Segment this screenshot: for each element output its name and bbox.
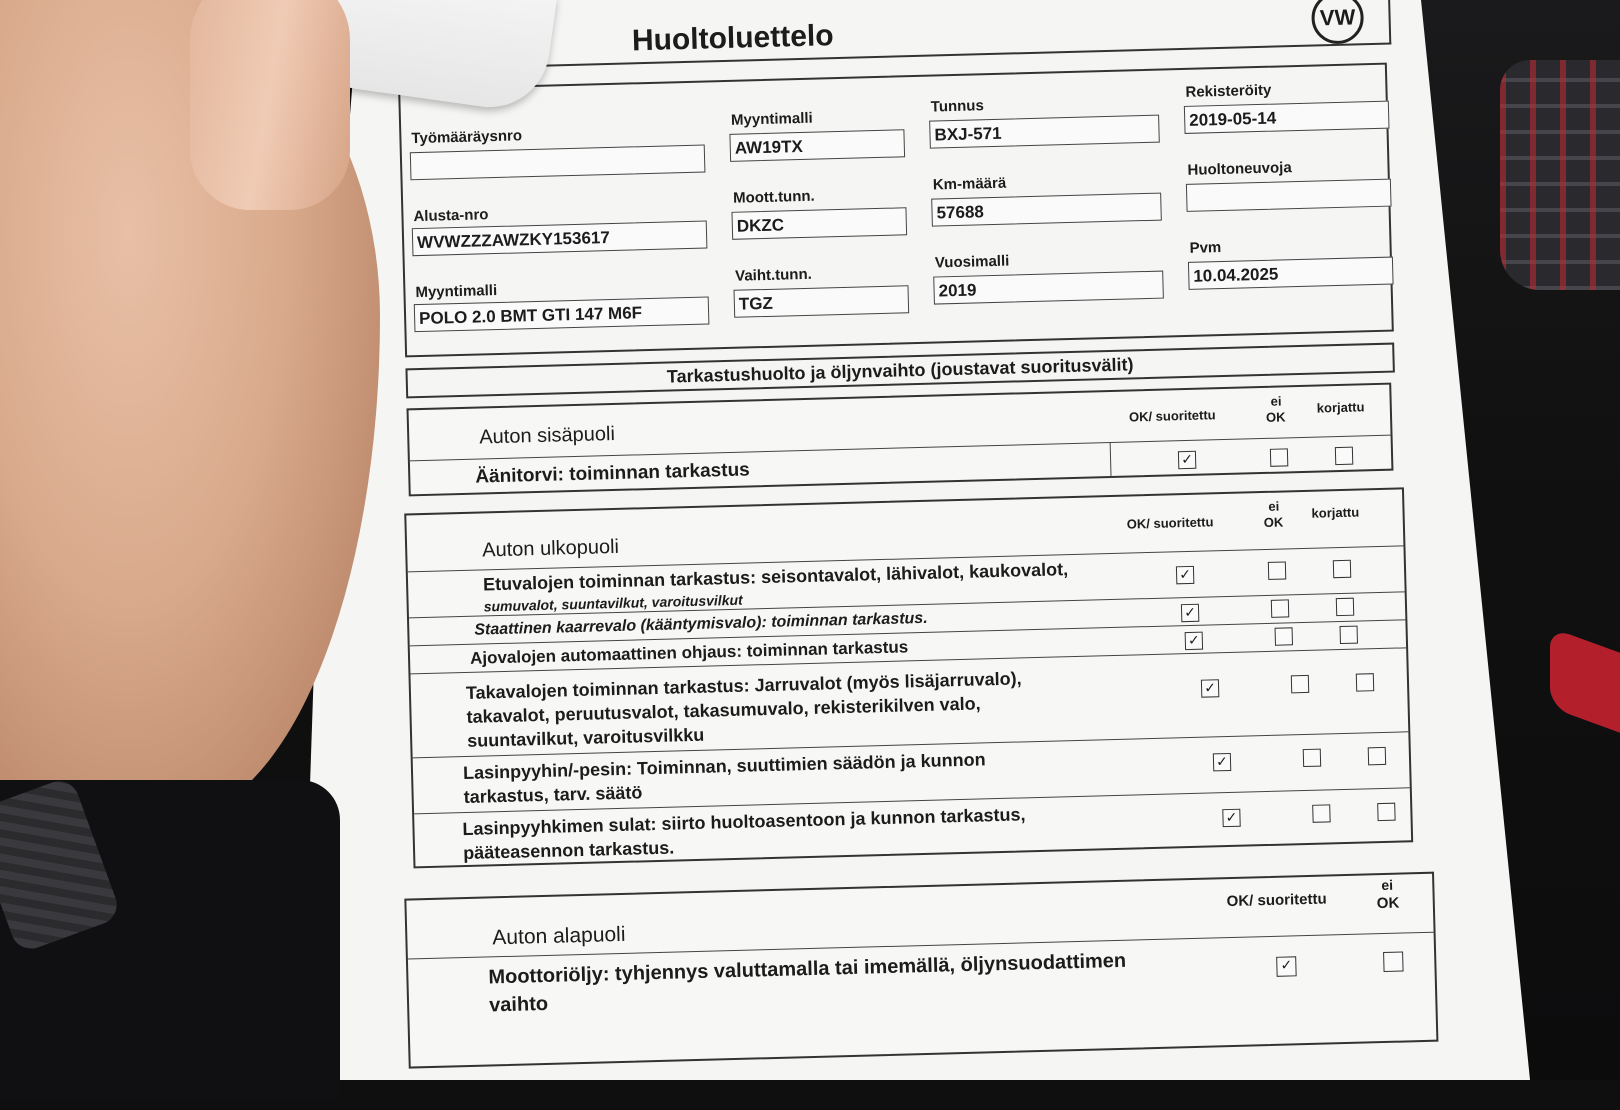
col-header-ei-ok: OK — [1263, 514, 1284, 531]
checkbox-ok[interactable]: ✓ — [1213, 753, 1231, 771]
checkbox-korjattu[interactable] — [1335, 447, 1353, 465]
checkbox-ei-ok[interactable] — [1270, 448, 1288, 466]
row-text-line3: suuntavilkut, varoitusvilkku — [466, 724, 705, 751]
row-subtext: sumuvalot, suuntavilkut, varoitusvilkut — [483, 591, 743, 615]
row-text: Takavalojen toiminnan tarkastus: Jarruvalot (myös lisäjarruvalo), — [465, 668, 1022, 703]
checkbox-ei-ok[interactable] — [1275, 627, 1293, 645]
field-huoltoneuvoja — [1186, 179, 1392, 212]
label-pvm: Pvm — [1189, 239, 1222, 257]
checkbox-korjattu[interactable] — [1340, 626, 1358, 644]
checkbox-ok[interactable]: ✓ — [1181, 604, 1199, 622]
row-text-line2: vaihto — [488, 992, 549, 1017]
row-text-line2: takavalot, peruutusvalot, takasumuvalo, rekisterikilven valo, — [466, 693, 981, 727]
row-text-line2: tarkastus, tarv. säätö — [463, 782, 643, 808]
checkbox-korjattu[interactable] — [1356, 673, 1374, 691]
col-header-ei-ok: OK — [1376, 894, 1400, 913]
group-auton-sisapuoli — [406, 383, 1393, 497]
vw-logo-icon: VW — [1311, 0, 1364, 45]
label-myyntimalli-name: Myyntimalli — [415, 281, 498, 302]
field-myyntimalli-name: POLO 2.0 BMT GTI 147 M6F — [414, 296, 710, 332]
checkbox-korjattu[interactable] — [1377, 803, 1395, 821]
checkbox-ei-ok[interactable] — [1271, 599, 1289, 617]
field-myyntimalli-code: AW19TX — [729, 129, 905, 162]
label-myyntimalli-code: Myyntimalli — [730, 109, 813, 129]
label-vaiht-tunn: Vaiht.tunn. — [734, 265, 813, 285]
col-header-korjattu: korjattu — [1311, 504, 1360, 521]
label-tyomaaraysnro: Työmääräysnro — [411, 127, 523, 148]
col-header-ok: OK/ suoritettu — [1126, 514, 1214, 532]
checkbox-ok[interactable]: ✓ — [1185, 632, 1203, 650]
row-text: Staattinen kaarrevalo (kääntymisvalo): toiminnan tarkastus. — [474, 609, 928, 639]
field-vaiht-tunn: TGZ — [734, 285, 910, 318]
checkbox-ok[interactable]: ✓ — [1276, 956, 1297, 977]
group-title-ulkopuoli: Auton ulkopuoli — [481, 535, 620, 562]
vehicle-info-box — [398, 63, 1394, 358]
document-title: Huoltoluettelo — [631, 19, 834, 58]
label-moott-tunn: Moott.tunn. — [732, 187, 815, 207]
row-text: Äänitorvi: toiminnan tarkastus — [475, 459, 751, 488]
checkbox-korjattu[interactable] — [1333, 560, 1351, 578]
field-rekisteroity: 2019-05-14 — [1184, 101, 1390, 134]
checkbox-korjattu[interactable] — [1336, 598, 1354, 616]
row-text: Moottoriöljy: tyhjennys valuttamalla tai imemällä, öljynsuodattimen — [488, 949, 1127, 989]
label-huoltoneuvoja: Huoltoneuvoja — [1187, 159, 1292, 179]
label-rekisteroity: Rekisteröity — [1185, 81, 1272, 101]
group-title-sisapuoli: Auton sisäpuoli — [478, 422, 616, 449]
seat-fabric-pattern — [1500, 60, 1620, 290]
col-header-ok: OK/ suoritettu — [1226, 890, 1327, 911]
checkbox-ei-ok[interactable] — [1383, 952, 1404, 973]
checkbox-ok[interactable]: ✓ — [1222, 809, 1240, 827]
checkbox-ei-ok[interactable] — [1291, 675, 1309, 693]
field-km-maara: 57688 — [931, 193, 1162, 227]
col-header-ok: OK/ suoritettu — [1128, 407, 1216, 425]
row-text: Ajovalojen automaattinen ohjaus: toiminnan tarkastus — [469, 637, 909, 668]
col-header-ei: ei — [1268, 498, 1280, 514]
row-text-line2: pääteasennon tarkastus. — [462, 837, 675, 864]
checkbox-ei-ok[interactable] — [1268, 561, 1286, 579]
label-alusta-nro: Alusta-nro — [413, 206, 489, 226]
checkbox-ok[interactable]: ✓ — [1176, 566, 1194, 584]
seat-red-trim — [1550, 627, 1620, 732]
field-pvm: 10.04.2025 — [1188, 257, 1394, 290]
field-vuosimalli: 2019 — [933, 271, 1164, 305]
label-tunnus: Tunnus — [930, 97, 985, 116]
field-tunnus: BXJ-571 — [929, 115, 1160, 149]
col-header-ei: ei — [1381, 876, 1394, 894]
group-auton-ulkopuoli — [404, 487, 1413, 868]
checkbox-korjattu[interactable] — [1368, 747, 1386, 765]
row-text: Lasinpyyhin/-pesin: Toiminnan, suuttimien säädön ja kunnon — [462, 749, 986, 784]
group-title-alapuoli: Auton alapuoli — [492, 922, 626, 950]
label-km-maara: Km-määrä — [932, 174, 1007, 194]
thumb — [190, 0, 350, 210]
checkbox-ei-ok[interactable] — [1312, 804, 1330, 822]
col-header-ei-ok: OK — [1265, 409, 1286, 425]
service-checklist-sheet — [340, 0, 1509, 1110]
checkbox-ok[interactable]: ✓ — [1201, 679, 1219, 697]
row-text: Lasinpyyhkimen sulat: siirto huoltoasentoon ja kunnon tarkastus, — [462, 804, 1026, 840]
field-tyomaaraysnro — [410, 145, 706, 181]
col-header-korjattu: korjattu — [1316, 399, 1365, 416]
checkbox-ei-ok[interactable] — [1303, 749, 1321, 767]
row-text: Etuvalojen toiminnan tarkastus: seisontavalot, lähivalot, kaukovalot, — [482, 559, 1069, 595]
field-moott-tunn: DKZC — [731, 207, 907, 240]
label-vuosimalli: Vuosimalli — [934, 252, 1010, 272]
col-header-ei: ei — [1270, 393, 1282, 409]
field-alusta-nro: WVWZZZAWZKY153617 — [412, 220, 708, 256]
checkbox-ok[interactable]: ✓ — [1178, 451, 1196, 469]
section-title: Tarkastushuolto ja öljynvaihto (joustavat suoritusvälit) — [405, 343, 1394, 399]
group-auton-alapuoli — [404, 872, 1438, 1069]
